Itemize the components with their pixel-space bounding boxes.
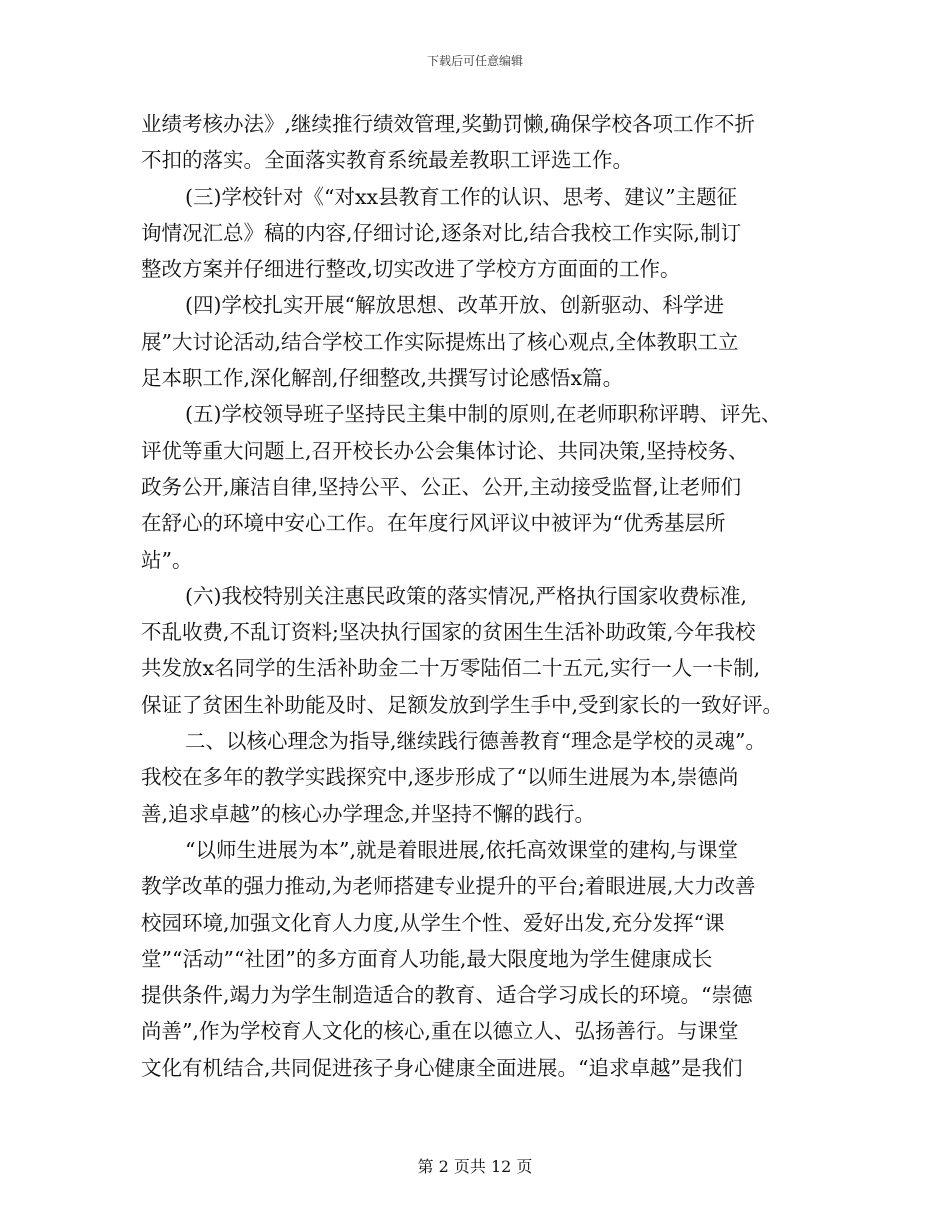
text-line: 校园环境,加强文化育人力度,从学生个性、爱好出发,充分发挥“课 bbox=[141, 910, 725, 935]
text-line: 业绩考核办法》,继续推行绩效管理,奖勤罚懒,确保学校各项工作不折 bbox=[141, 112, 756, 136]
document-body bbox=[141, 106, 783, 1086]
text-line: 询情况汇总》稿的内容,仔细讨论,逐条对比,结合我校工作实际,制订 bbox=[141, 220, 742, 245]
paragraph-start-line: (五)学校领导班子坚持民主集中制的原则,在老师职称评聘、评先、 bbox=[185, 402, 782, 427]
text-line: 保证了贫困生补助能及时、足额发放到学生手中,受到家长的一致好评。 bbox=[141, 692, 784, 717]
paragraph-start-line: (三)学校针对《“对xx县教育工作的认识、思考、建议”主题征 bbox=[185, 184, 738, 209]
text-line: 评优等重大问题上,召开校长办公会集体讨论、共同决策,坚持校务、 bbox=[141, 438, 749, 463]
text-line: 足本职工作,深化解剖,仔细整改,共撰写讨论感悟x篇。 bbox=[141, 366, 624, 391]
text-line: 提供条件,竭力为学生制造适合的教育、适合学习成长的环境。“崇德 bbox=[141, 983, 753, 1008]
text-line: 善,追求卓越”的核心办学理念,并坚持不懈的践行。 bbox=[141, 801, 596, 826]
paragraph-start-line: (六)我校特别关注惠民政策的落实情况,严格执行国家收费标准, bbox=[185, 583, 748, 608]
text-line: 整改方案并仔细进行整改,切实改进了学校方方面面的工作。 bbox=[141, 257, 681, 282]
page-header: 下载后可任意编辑 bbox=[426, 54, 523, 68]
text-line: 堂”“活动”“社团”的多方面育人功能,最大限度地为学生健康成长 bbox=[141, 946, 713, 971]
text-line: 教学改革的强力推动,为老师搭建专业提升的平台;着眼进展,大力改善 bbox=[141, 874, 756, 899]
text-line: 站”。 bbox=[141, 547, 193, 572]
section-heading-line: 二、以核心理念为指导,继续践行德善教育“理念是学校的灵魂”。 bbox=[185, 729, 766, 754]
text-line: 不扣的落实。全面落实教育系统最差教职工评选工作。 bbox=[141, 148, 633, 173]
paragraph-start-line: (四)学校扎实开展“解放思想、改革开放、创新驱动、科学进 bbox=[185, 293, 724, 318]
text-line: 政务公开,廉洁自律,坚持公平、公正、公开,主动接受监督,让老师们 bbox=[141, 474, 742, 499]
paragraph-start-line: “以师生进展为本”,就是着眼进展,依托高效课堂的建构,与课堂 bbox=[185, 837, 739, 862]
text-line: 共发放x名同学的生活补助金二十万零陆佰二十五元,实行一人一卡制, bbox=[141, 656, 761, 681]
text-line: 尚善”,作为学校育人文化的核心,重在以德立人、弘扬善行。与课堂 bbox=[141, 1019, 739, 1044]
text-line: 展”大讨论活动,结合学校工作实际提炼出了核心观点,全体教职工立 bbox=[141, 329, 739, 354]
text-line: 我校在多年的教学实践探究中,逐步形成了“以师生进展为本,崇德尚 bbox=[141, 765, 739, 790]
text-line: 文化有机结合,共同促进孩子身心健康全面进展。“追求卓越”是我们 bbox=[141, 1055, 743, 1080]
text-line: 在舒心的环境中安心工作。在年度行风评议中被评为“优秀基层所 bbox=[141, 511, 726, 536]
page-number: 第 2 页共 12 页 bbox=[417, 1157, 533, 1176]
text-line: 不乱收费,不乱订资料;坚决执行国家的贫困生生活补助政策,今年我校 bbox=[141, 620, 756, 645]
